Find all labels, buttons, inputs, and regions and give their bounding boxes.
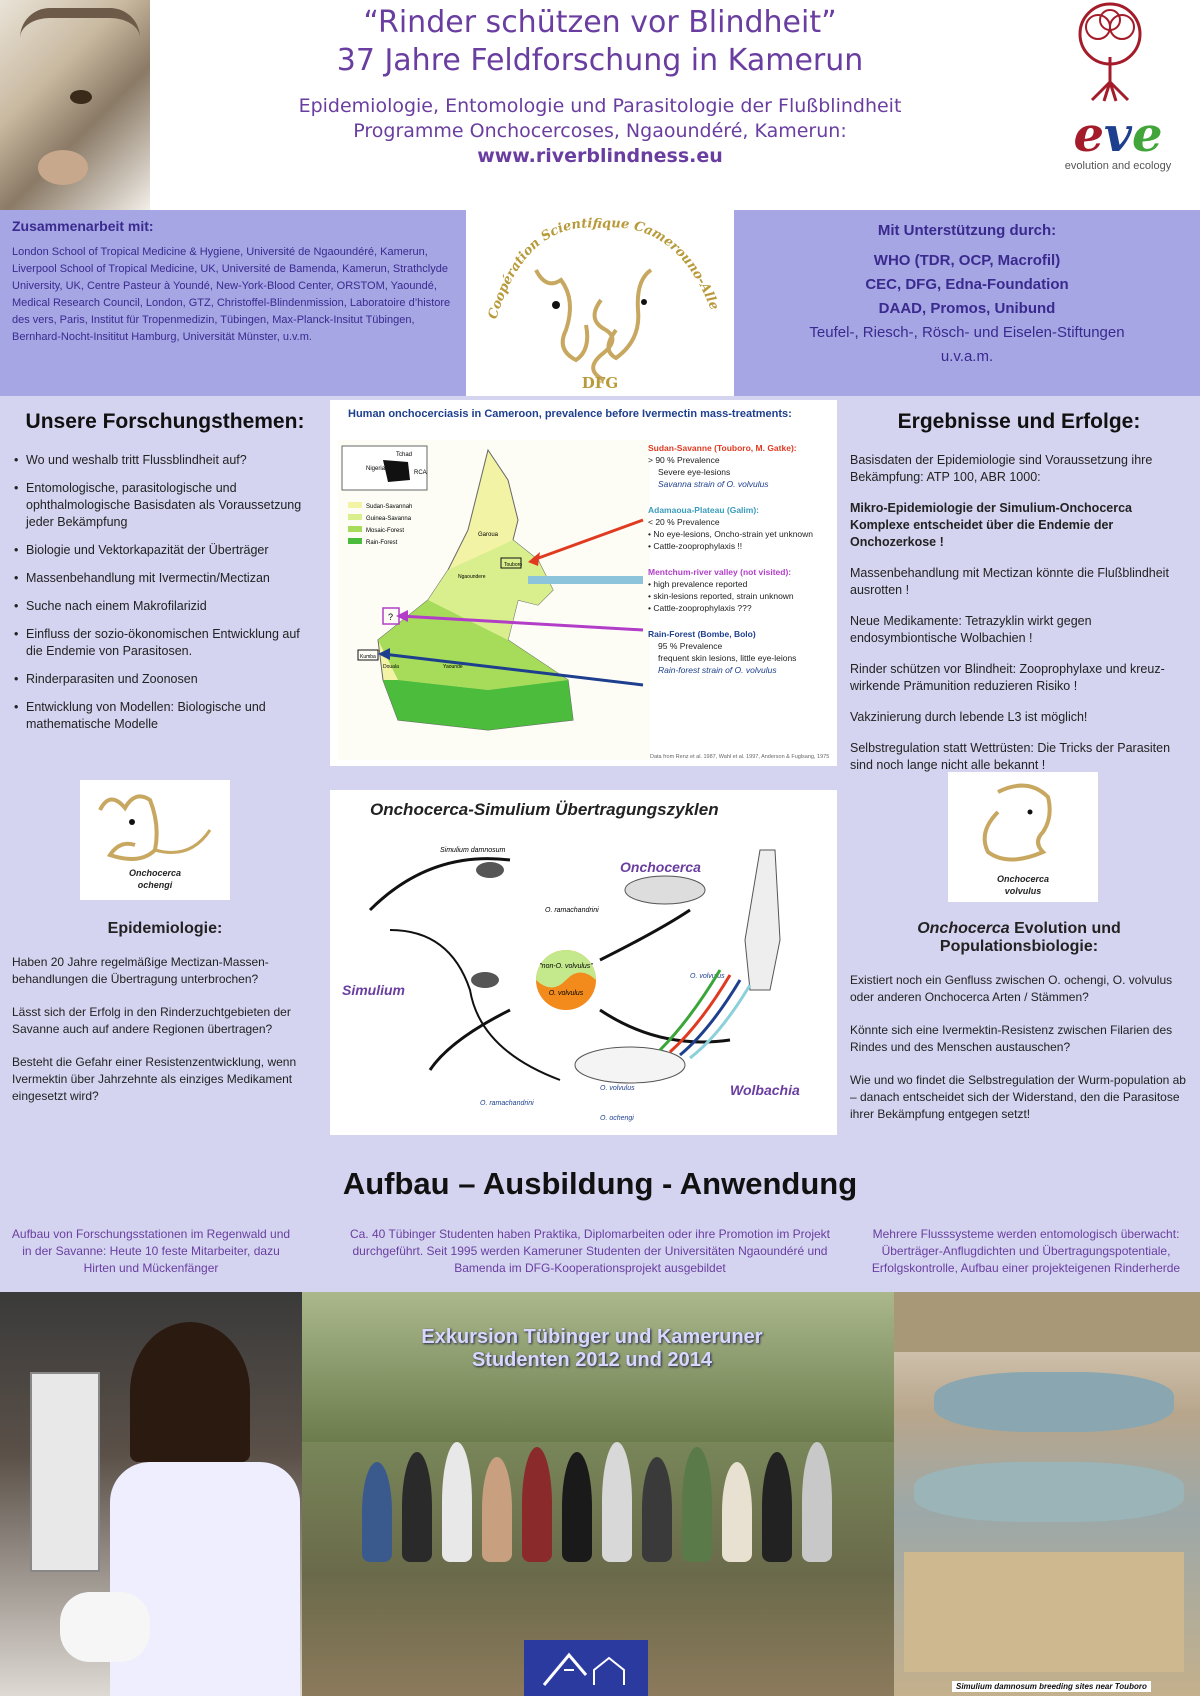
dfg-cooperation-logo [466, 210, 734, 396]
epi-paragraph: Haben 20 Jahre regelmäßige Mectizan-Massen-behandlungen die Übertragung unterbrochen? [12, 955, 269, 986]
svg-text:?: ? [388, 612, 394, 622]
epidemiology-section [0, 920, 330, 1121]
ochengi-caption: Onchocerca [128, 868, 182, 878]
svg-text:Tchad: Tchad [396, 452, 413, 458]
svg-text:DFG: DFG [581, 374, 619, 392]
bottom-headline: Aufbau – Ausbildung - Anwendung [342, 1166, 858, 1201]
collaboration-title: Zusammenarbeit mit: [12, 218, 154, 234]
svg-text:O. volvulus: O. volvulus [600, 1085, 635, 1092]
evo-paragraph: Wie und wo findet die Selbstregulation der Wurm-population ab – danach entscheidet sich der Widerstand, den die Parasitose ihrer Bekämpfung entgegen setzt! [850, 1073, 1186, 1121]
research-item: • Wo und weshalb tritt Flussblindheit auf? [14, 452, 316, 469]
lab-photo [0, 1292, 302, 1696]
epi-paragraph: Besteht die Gefahr einer Resistenzentwicklung, wenn Ivermektin über Jahrzehnte als einziges Medikament eingesetzt wird? [12, 1055, 297, 1103]
results-paragraph: Selbstregulation statt Wettrüsten: Die Tricks der Parasiten sind noch lange nicht alle bekannt ! [850, 741, 1171, 772]
dfg-emblem [466, 210, 734, 396]
support-line: u.v.a.m. [940, 348, 994, 365]
support-line: Teufel-, Riesch-, Rösch- und Eiselen-Stiftungen [809, 324, 1125, 341]
svg-text:Wolbachia: Wolbachia [730, 1082, 800, 1098]
svg-text:O. volvulus: O. volvulus [548, 990, 584, 997]
results-paragraph: Mikro-Epidemiologie der Simulium-Onchocerca Komplexe entscheidet über die Endemie der Onchozerkose ! [850, 501, 1132, 549]
svg-text:Ngaoundere: Ngaoundere [458, 574, 486, 580]
svg-text:Kumba: Kumba [360, 654, 376, 660]
river-photo [894, 1292, 1200, 1696]
caption-rivers: Mehrere Flusssysteme werden entomologisch überwacht: Überträger-Anflugdichten und Übertragungspotentiale, Erfolgskontrolle, Aufbau einer projekteigenen Rinderherde [871, 1227, 1181, 1275]
research-item: • Suche nach einem Makrofilarizid [14, 598, 316, 615]
tree-icon [1070, 2, 1150, 102]
eve-tagline: evolution and ecology [1064, 160, 1172, 172]
support-line: DAAD, Promos, Unibund [878, 300, 1056, 317]
research-item: • Massenbehandlung mit Ivermectin/Mectizan [14, 570, 316, 587]
map-title: Human onchocerciasis in Cameroon, prevalence before Ivermectin mass-treatments: [348, 408, 792, 420]
svg-text:Onchocerca: Onchocerca [620, 859, 701, 875]
poster-subtitle: Epidemiologie, Entomologie und Parasitologie der Flußblindheit [298, 95, 902, 117]
research-title: Unsere Forschungsthemen: [25, 410, 305, 433]
svg-text:O. volvulus: O. volvulus [690, 973, 725, 980]
support-title: Mit Unterstützung durch: [877, 222, 1057, 239]
research-item: • Biologie und Vektorkapazität der Überträger [14, 542, 316, 559]
woman-line-icon [948, 772, 1098, 872]
svg-text:Rain-Forest: Rain-Forest [366, 540, 398, 546]
map-group-heading: Adamaoua-Plateau (Galim): [648, 505, 759, 515]
photo-caption: Simulium damnosum breeding sites near Touboro [952, 1681, 1151, 1692]
results-paragraph: Basisdaten der Epidemiologie sind Voraussetzung ihre Bekämpfung: ATP 100, ABR 1000: [850, 453, 1153, 484]
map-group-heading: Mentchum-river valley (not visited): [648, 567, 792, 577]
svg-text:Yaounde: Yaounde [443, 664, 463, 670]
evo-paragraph: Könnte sich eine Ivermektin-Resistenz zwischen Filarien des Rindes und des Menschen austauschen? [850, 1023, 1173, 1054]
website-link[interactable]: www.riverblindness.eu [477, 145, 723, 167]
map-group-heading: Rain-Forest (Bombe, Bolo) [648, 629, 756, 639]
photo-overlay-text: Exkursion Tübinger und Kameruner Studenten 2012 und 2014 [421, 1326, 763, 1371]
evolution-section [838, 920, 1200, 1139]
svg-text:Nigeria: Nigeria [366, 466, 386, 472]
poster-title: “Rinder schützen vor Blindheit” [363, 5, 837, 40]
research-topics [0, 396, 330, 766]
onchocerca-ochengi-logo: Onchocerca ochengi [80, 780, 230, 900]
cameroon-map-panel [330, 400, 837, 766]
svg-text:Mosaic-Forest: Mosaic-Forest [366, 528, 405, 534]
caption-students: Ca. 40 Tübinger Studenten haben Praktika, Diplomarbeiten oder ihre Promotion im Projekt durchgeführt. Seit 1995 werden Kameruner Studenten der Universitäten Ngaoundéré und Bamenda im DFG-Kooperationsprojekt ausgebildet [349, 1227, 831, 1275]
evo-paragraph: Existiert noch ein Genfluss zwischen O. ochengi, O. volvulus oder anderen Onchocerca Arten / Stämmen? [850, 973, 1173, 1004]
collaboration-box [0, 210, 466, 396]
eve-logo-area [1020, 0, 1200, 210]
eve-logo: eve evolution and ecology [1048, 110, 1188, 172]
volvulus-caption: Onchocerca [996, 874, 1050, 884]
cameroon-map [338, 440, 650, 760]
results-paragraph: Rinder schützen vor Blindheit: Zooprophylaxe und kreuz-wirkende Prämunition reduzieren Risiko ! [850, 662, 1165, 693]
research-item: • Einfluss der sozio-ökonomischen Entwicklung auf die Endemie von Parasitosen. [14, 626, 316, 660]
support-line: WHO (TDR, OCP, Macrofil) [873, 252, 1061, 269]
svg-text:Coopération Scientifique Camer: Coopération Scientifique Camerouno-Alle [485, 216, 722, 321]
poster-title-line2: 37 Jahre Feldforschung in Kamerun [336, 43, 864, 78]
results-paragraph: Massenbehandlung mit Mectizan könnte die Flußblindheit ausrotten ! [850, 566, 1169, 597]
research-item: • Entomologische, parasitologische und ophthalmologische Basisdaten als Voraussetzung jeder Bekämpfung [14, 480, 316, 531]
epi-paragraph: Lässt sich der Erfolg in den Rinderzuchtgebieten der Savanne auch auf andere Regionen übertragen? [12, 1005, 291, 1036]
svg-text:Garoua: Garoua [478, 532, 499, 538]
onchocerca-volvulus-logo: Onchocerca volvulus [948, 772, 1098, 902]
collaboration-text: London School of Tropical Medicine & Hygiene, Université de Ngaoundéré, Kamerun, Liverpool School of Tropical Medicine, UK, Université de Bamenda, Kamerun, Strathclyde University, UK, Centre Pasteur à Youndé, New-York-Blood Center, ORSTOM, Yaoundé, Medical Research Council, London, GTZ, Christoffel-Blindenmission, Laboratoire d’histore des vers, Paris, Institut für Tropenmedizin, Tübingen, Max-Planck-Insitut Tübingen, Bernhard-Nocht-Insititut Hamburg, Universität Münster, u.v.m. [12, 246, 451, 343]
svg-text:Simulium: Simulium [342, 982, 406, 998]
mountain-hut-logo [524, 1640, 648, 1696]
cow-line-icon [80, 780, 230, 870]
svg-text:O. ramachandrini: O. ramachandrini [545, 907, 599, 914]
svg-text:Simulium damnosum: Simulium damnosum [440, 847, 506, 854]
group-photo [302, 1292, 894, 1696]
results-paragraph: Neue Medikamente: Tetrazyklin wirkt gegen endosymbiontische Wolbachien ! [850, 614, 1092, 645]
svg-text:Douala: Douala [383, 664, 399, 670]
poster-header [0, 0, 1200, 210]
cow-painting [0, 0, 150, 210]
results-section [838, 396, 1200, 772]
svg-text:Guinea-Savanna: Guinea-Savanna [366, 516, 412, 522]
svg-text:Sudan-Savannah: Sudan-Savannah [366, 504, 413, 510]
cycle-diagram [330, 790, 837, 1135]
research-item: • Rinderparasiten und Zoonosen [14, 671, 316, 688]
svg-text:O. ramachandrini: O. ramachandrini [480, 1100, 534, 1107]
map-footnote: Data from Renz et al. 1987, Wahl et al. 1997, Anderson & Fuglsang, 1975 [650, 754, 830, 760]
poster-subtitle-line2: Programme Onchocercoses, Ngaoundéré, Kamerun: [353, 120, 847, 142]
cycle-title: Onchocerca-Simulium Übertragungszyklen [370, 800, 719, 819]
svg-text:RCA: RCA [414, 470, 427, 476]
results-title: Ergebnisse und Erfolge: [897, 410, 1141, 433]
title-block [160, 4, 1040, 169]
svg-text:O. ochengi: O. ochengi [600, 1115, 634, 1122]
map-legend: Sudan-Savanne (Touboro, M. Gatke): > 90 % Prevalence Severe eye-lesions Savanna strain of O. volvulus Adamaoua-Plateau (Galim): < 20 % Prevalence • No eye-lesions, Oncho-strain yet unknown • Cattle-zooprophylaxis !! Mentchum-river valley (not visited): • high prevalence reported • skin-lesions reported, strain unknown • Cattle-zooprophylaxis ??? Rain-Forest (Bombe, Bolo) 95 % Prevalence frequent skin lesions, little eye-leions Rain-forest strain of O. volvulus [648, 436, 833, 676]
research-item: • Entwicklung von Modellen: Biologische und mathematische Modelle [14, 699, 316, 733]
caption-stations: Aufbau von Forschungsstationen im Regenwald und in der Savanne: Heute 10 feste Mitarbeiter, dazu Hirten und Mückenfänger [11, 1227, 291, 1275]
map-group-heading: Sudan-Savanne (Touboro, M. Gatke): [648, 443, 797, 453]
epidemiology-title: Epidemiologie: [107, 920, 223, 937]
results-paragraph: Vakzinierung durch lebende L3 ist möglich! [850, 710, 1088, 724]
evolution-title: Onchocerca Evolution und Populationsbiologie: [917, 920, 1121, 955]
support-line: CEC, DFG, Edna-Foundation [865, 276, 1069, 293]
svg-text:"non-O. volvulus": "non-O. volvulus" [539, 963, 593, 970]
support-box [734, 210, 1200, 396]
transmission-cycle-diagram [330, 790, 837, 1135]
svg-text:Touboro: Touboro [504, 562, 523, 568]
mountain-hut-icon [524, 1640, 648, 1696]
